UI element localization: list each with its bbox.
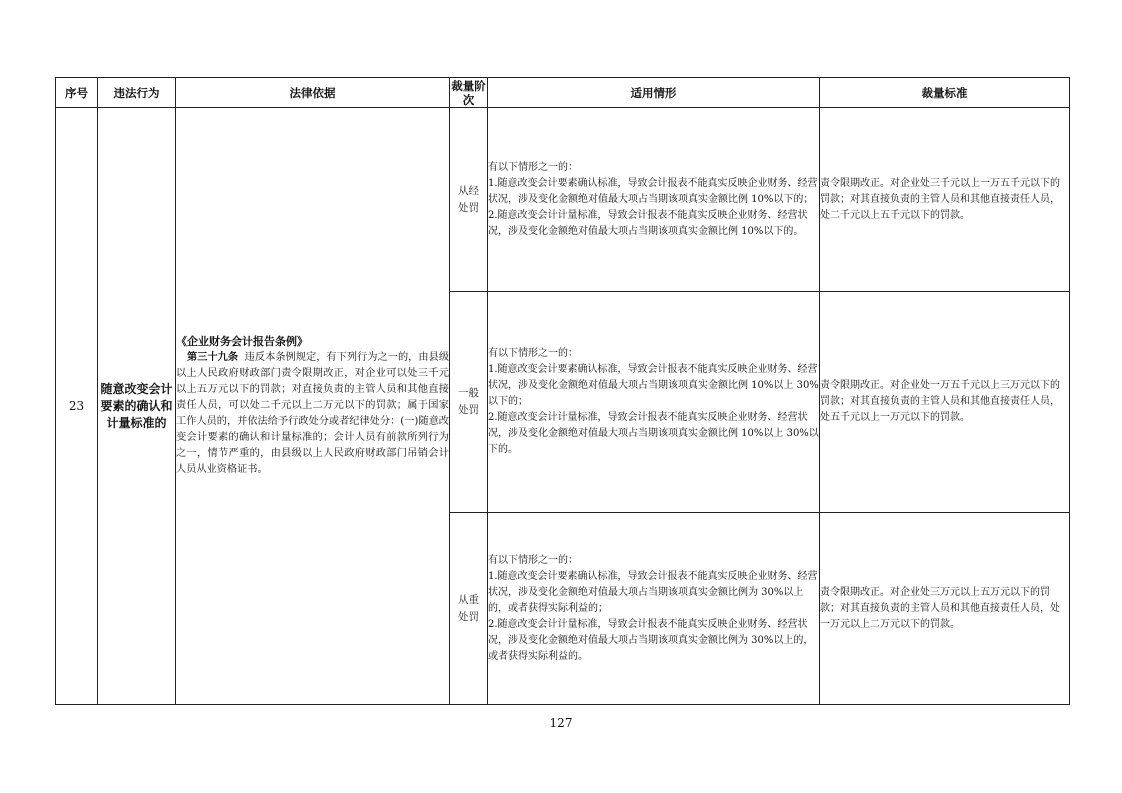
condition-light (488, 108, 820, 292)
cond-item-1: 1.随意改变会计要素确认标准，导致会计报表不能真实反映企业财务、经营状况，涉及变化金额绝对值最大项占当期该项真实金额比例为 30%以上的，或者获得实际利益的； (488, 570, 818, 614)
violation-act: 随意改变会计要素的确认和计量标准的 (98, 108, 176, 705)
cond-intro: 有以下情形之一的： (488, 161, 578, 173)
table-row (56, 108, 1070, 292)
legal-basis (176, 108, 450, 705)
cond-intro: 有以下情形之一的： (488, 554, 578, 566)
cond-item-1: 1.随意改变会计要素确认标准，导致会计报表不能真实反映企业财务、经营状况，涉及变化金额绝对值最大项占当期该项真实金额比例 10%以下的； (488, 177, 818, 205)
header-cond: 适用情形 (488, 78, 820, 108)
header-row (56, 78, 1070, 108)
header-act: 违法行为 (98, 78, 176, 108)
cond-item-2: 2.随意改变会计计量标准，导致会计报表不能真实反映企业财务、经营状况，涉及变化金额绝对值最大项占当期该项真实金额比例为 30%以上的，或者获得实际利益的。 (488, 618, 814, 662)
condition-heavy (488, 513, 820, 705)
header-law: 法律依据 (176, 78, 450, 108)
header-std: 裁量标准 (820, 78, 1070, 108)
standard-light: 责令限期改正。对企业处三千元以上一万五千元以下的罚款；对其直接负责的主管人员和其他直接责任人员，处二千元以上五千元以下的罚款。 (820, 108, 1070, 292)
law-article: 第三十九条 (187, 352, 239, 363)
cond-item-2: 2.随意改变会计计量标准，导致会计报表不能真实反映企业财务、经营状况，涉及变化金额绝对值最大项占当期该项真实金额比例 10%以下的。 (488, 209, 808, 237)
header-seq: 序号 (56, 78, 98, 108)
standard-general: 责令限期改正。对企业处一万五千元以上三万元以下的罚款；对其直接负责的主管人员和其他直接责任人员，处五千元以上一万元以下的罚款。 (820, 292, 1070, 513)
cond-intro: 有以下情形之一的： (488, 348, 578, 359)
level-label-light: 从经处罚 (450, 108, 488, 292)
cond-item-2: 2.随意改变会计计量标准，导致会计报表不能真实反映企业财务、经营状况，涉及变化金额绝对值最大项占当期该项真实金额比例 10%以上 30%以下的。 (488, 412, 819, 455)
header-level: 裁量阶次 (451, 78, 486, 107)
cond-item-1: 1.随意改变会计要素确认标准，导致会计报表不能真实反映企业财务、经营状况，涉及变化金额绝对值最大项占当期该项真实金额比例 10%以上 30%以下的； (488, 364, 819, 407)
row-seq: 23 (56, 108, 98, 705)
standard-heavy: 责令限期改正。对企业处三万元以上五万元以下的罚款；对其直接负责的主管人员和其他直接责任人员，处一万元以上二万元以下的罚款。 (820, 513, 1070, 705)
condition-general (488, 292, 820, 513)
law-title: 《企业财务会计报告条例》 (176, 335, 308, 348)
penalty-table (55, 77, 1070, 705)
law-text: 违反本条例规定，有下列行为之一的，由县级以上人民政府财政部门责令限期改正，对企业可以处三千元以上五万元以下的罚款；对直接负责的主管人员和其他直接责任人员，可以处二千元以上二万元以下的罚款；属于国家工作人员的，并依法给予行政处分或者纪律处分：(一)随意改变会计要素的确认和计量标准的；会计人员有前款所列行为之一，情节严重的，由县级以上人民政府财政部门吊销会计人员从业资格证书。 (176, 352, 450, 475)
level-label-heavy: 从重处罚 (450, 513, 488, 705)
level-label-general: 一般处罚 (450, 292, 488, 513)
page-number: 127 (549, 716, 573, 730)
